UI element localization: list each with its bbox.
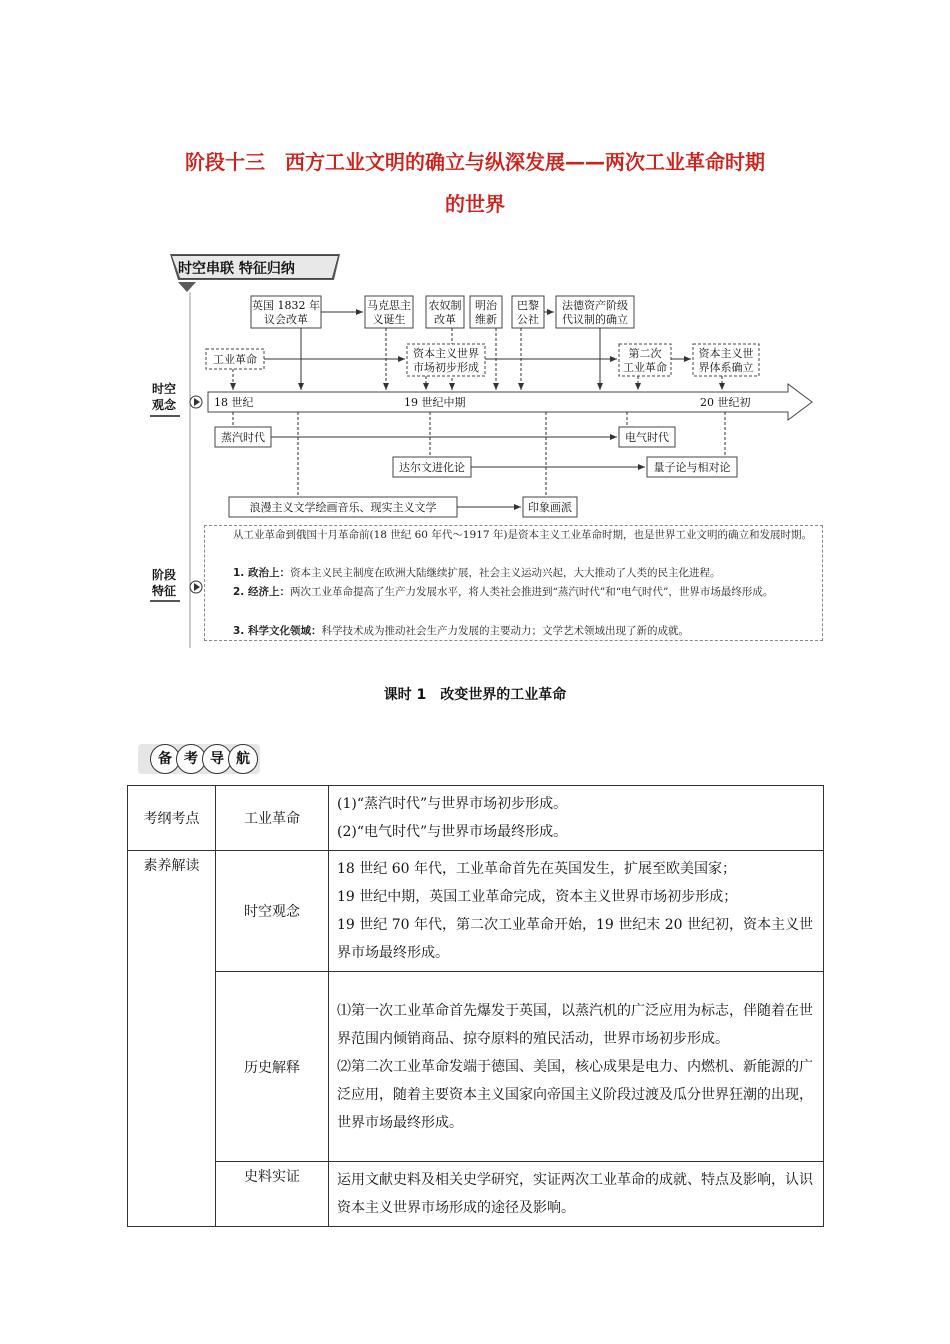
side-label-stage-features <box>150 567 202 601</box>
svg-text:改革: 改革 <box>434 313 456 326</box>
table-cell-topic: 工业革命 <box>216 786 329 851</box>
page-title-line-1: 阶段十三 西方工业文明的确立与纵深发展——两次工业革命时期 <box>185 150 765 174</box>
features-item-politics: 1. 政治上：资本主义民主制度在欧洲大陆继续扩展，社会主义运动兴起，大大推动了人类的民主化进程。 <box>233 567 721 579</box>
svg-text:资本主义世界: 资本主义世界 <box>413 347 479 360</box>
side-label-time-space <box>150 381 202 416</box>
event-box-1832-reform <box>251 296 321 328</box>
svg-text:英国 1832 年: 英国 1832 年 <box>252 299 320 312</box>
guide-char: 考 <box>176 744 206 774</box>
event-box-serfdom-reform <box>426 296 464 328</box>
features-item-economy: 2. 经济上：两次工业革命提高了生产力发展水平，将人类社会推进到“蒸汽时代”和“电气时代”，世界市场最终形成。 <box>233 586 774 598</box>
science-box-darwin <box>393 457 471 477</box>
svg-text:阶段: 阶段 <box>152 568 177 582</box>
svg-text:特征: 特征 <box>152 584 177 598</box>
svg-text:蒸汽时代: 蒸汽时代 <box>221 431 265 444</box>
table-cell-content: ⑴第一次工业革命首先爆发于英国，以蒸汽机的广泛应用为标志，伴随着在世界范围内倾销商品、掠夺原料的殖民活动，世界市场初步形成。 ⑵第二次工业革命发端于德国、美国，核心成果是电力、内燃机、新能源的广泛应用，随着主要资本主义国家向帝国主义阶段过渡及瓜分世界狂潮的出现，世界市场最终形成。 <box>329 972 824 1162</box>
table-cell-content: 18 世纪 60 年代，工业革命首先在英国发生，扩展至欧美国家； 19 世纪中期，英国工业革命完成，资本主义世界市场初步形成； 19 世纪 70 年代，第二次工业革命开始，19 世纪末 20 世纪初，资本主义世界市场最终形成。 <box>329 851 824 972</box>
svg-text:明治: 明治 <box>475 299 497 312</box>
lesson-title: 课时 1 改变世界的工业革命 <box>383 687 567 703</box>
timeline-label-20c: 20 世纪初 <box>700 396 751 409</box>
svg-text:马克思主: 马克思主 <box>367 299 411 312</box>
table-cell-section: 素养解读 <box>128 851 216 1227</box>
table-cell-topic: 时空观念 <box>216 851 329 972</box>
features-item-culture: 3. 科学文化领域：科学技术成为推动社会生产力发展的主要动力；文学艺术领域出现了新的成就。 <box>233 625 689 637</box>
svg-text:市场初步形成: 市场初步形成 <box>413 361 479 374</box>
table-row <box>128 851 824 972</box>
art-box-impressionism <box>523 497 577 517</box>
svg-text:工业革命: 工业革命 <box>623 361 667 374</box>
svg-text:议会改革: 议会改革 <box>264 313 308 326</box>
science-box-quantum <box>647 457 737 477</box>
timeline-arrow <box>208 384 812 420</box>
era-box-electric <box>619 427 675 447</box>
table-cell-content: (1)“蒸汽时代”与世界市场初步形成。 (2)“电气时代”与世界市场最终形成。 <box>329 786 824 851</box>
table-cell-topic: 史料实证 <box>216 1162 329 1227</box>
svg-text:时空: 时空 <box>152 382 177 396</box>
svg-text:维新: 维新 <box>475 313 497 326</box>
table-cell-content: 运用文献史料及相关史学研究，实证两次工业革命的成就、特点及影响，认识资本主义世界市场形成的途径及影响。 <box>329 1162 824 1227</box>
table-row <box>128 1162 824 1227</box>
svg-text:公社: 公社 <box>517 313 539 326</box>
table-row <box>128 972 824 1162</box>
event-box-paris-commune <box>512 296 544 328</box>
guide-char: 备 <box>150 744 180 774</box>
svg-text:工业革命: 工业革命 <box>213 353 257 366</box>
features-intro: 从工业革命到俄国十月革命前(18 世纪 60 年代～1917 年)是资本主义工业革命时期，也是世界工业文明的确立和发展时期。 <box>233 529 812 541</box>
svg-text:浪漫主义文学绘画音乐、现实主义文学: 浪漫主义文学绘画音乐、现实主义文学 <box>249 501 437 514</box>
event-box-franco-german <box>556 296 634 328</box>
svg-text:资本主义世: 资本主义世 <box>698 347 754 360</box>
table-row <box>128 786 824 851</box>
svg-text:义诞生: 义诞生 <box>372 313 406 326</box>
era-box-steam <box>215 427 271 447</box>
timeline-label-18c: 18 世纪 <box>214 396 254 409</box>
guide-char: 航 <box>228 744 258 774</box>
svg-text:电气时代: 电气时代 <box>625 431 669 444</box>
event-box-second-revolution <box>619 344 671 376</box>
svg-text:界体系确立: 界体系确立 <box>698 361 754 374</box>
event-box-industrial-revolution <box>206 349 264 369</box>
table-cell-topic: 历史解释 <box>216 972 329 1162</box>
event-box-marxism <box>365 296 413 328</box>
art-box-romantic <box>229 497 457 517</box>
table-cell-label: 考纲考点 <box>128 786 216 851</box>
event-box-meiji <box>470 296 502 328</box>
exam-plan-table <box>127 785 824 1227</box>
svg-text:第二次: 第二次 <box>628 347 662 360</box>
diagram-header <box>170 254 340 292</box>
page-title-line-2: 的世界 <box>445 192 505 216</box>
svg-text:代议制的确立: 代议制的确立 <box>562 313 628 326</box>
svg-text:观念: 观念 <box>152 398 177 412</box>
svg-text:巴黎: 巴黎 <box>517 299 539 312</box>
event-box-system-established <box>693 344 759 376</box>
svg-text:印象画派: 印象画派 <box>528 501 572 514</box>
svg-text:农奴制: 农奴制 <box>428 299 462 312</box>
guide-char: 导 <box>202 744 232 774</box>
event-box-market-initial <box>407 344 485 376</box>
svg-text:法德资产阶级: 法德资产阶级 <box>562 299 628 312</box>
svg-text:量子论与相对论: 量子论与相对论 <box>653 461 731 474</box>
timeline-label-19c-mid: 19 世纪中期 <box>404 396 466 409</box>
svg-text:达尔文进化论: 达尔文进化论 <box>399 461 465 474</box>
diagram-header-text: 时空串联 特征归纳 <box>178 261 295 277</box>
